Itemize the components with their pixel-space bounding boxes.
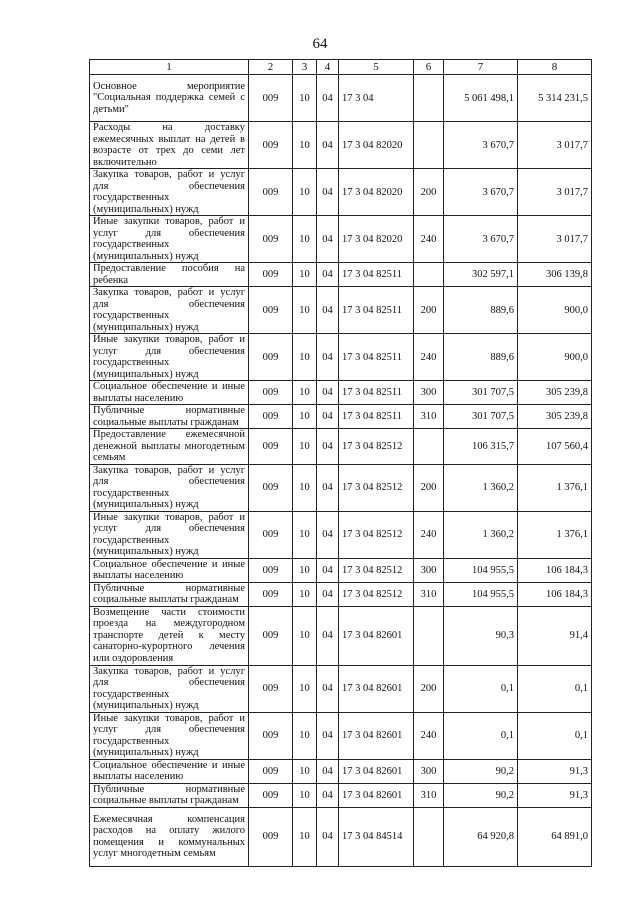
cell-col6: 300 [414,759,444,783]
row-name: Иные закупки товаров, работ и услуг для обеспечения государственных (муниципальных) нужд [90,334,249,381]
row-name: Иные закупки товаров, работ и услуг для обеспечения государственных (муниципальных) нужд [90,216,249,263]
cell-col2: 009 [249,381,293,405]
cell-col6: 240 [414,334,444,381]
cell-col3: 10 [293,287,317,334]
cell-col6 [414,75,444,122]
col-header: 6 [414,60,444,75]
cell-col6: 200 [414,169,444,216]
cell-col8: 0,1 [518,712,592,759]
col-header: 7 [444,60,518,75]
cell-col7: 0,1 [444,665,518,712]
table-row [90,582,592,606]
table-row [90,381,592,405]
table-row [90,712,592,759]
cell-col4: 04 [317,712,339,759]
cell-col6: 240 [414,216,444,263]
row-name: Расходы на доставку ежемесячных выплат на детей в возрасте от трех до семи лет включительно [90,122,249,169]
cell-col7: 90,3 [444,606,518,665]
cell-col4: 04 [317,216,339,263]
cell-col8: 1 376,1 [518,511,592,558]
cell-col7: 1 360,2 [444,464,518,511]
cell-col3: 10 [293,381,317,405]
cell-col6: 300 [414,381,444,405]
cell-col8: 107 560,4 [518,429,592,465]
cell-col4: 04 [317,464,339,511]
cell-col5: 17 3 04 82511 [339,381,414,405]
cell-col2: 009 [249,75,293,122]
cell-col7: 3 670,7 [444,216,518,263]
cell-col5: 17 3 04 [339,75,414,122]
cell-col8: 3 017,7 [518,216,592,263]
cell-col5: 17 3 04 82511 [339,334,414,381]
cell-col5: 17 3 04 82512 [339,582,414,606]
cell-col4: 04 [317,759,339,783]
cell-col6: 310 [414,783,444,807]
cell-col8: 305 239,8 [518,405,592,429]
cell-col3: 10 [293,122,317,169]
budget-table [89,59,592,867]
cell-col2: 009 [249,216,293,263]
cell-col4: 04 [317,263,339,287]
cell-col5: 17 3 04 82020 [339,169,414,216]
row-name: Закупка товаров, работ и услуг для обеспечения государственных (муниципальных) нужд [90,464,249,511]
cell-col3: 10 [293,429,317,465]
cell-col8: 305 239,8 [518,381,592,405]
table-row [90,287,592,334]
cell-col5: 17 3 04 82601 [339,759,414,783]
cell-col4: 04 [317,558,339,582]
cell-col3: 10 [293,169,317,216]
cell-col5: 17 3 04 82512 [339,558,414,582]
cell-col4: 04 [317,75,339,122]
cell-col5: 17 3 04 82511 [339,287,414,334]
cell-col4: 04 [317,429,339,465]
cell-col3: 10 [293,665,317,712]
cell-col2: 009 [249,665,293,712]
cell-col6: 300 [414,558,444,582]
cell-col7: 90,2 [444,783,518,807]
cell-col2: 009 [249,807,293,866]
cell-col8: 306 139,8 [518,263,592,287]
cell-col2: 009 [249,287,293,334]
cell-col6 [414,263,444,287]
cell-col5: 17 3 04 82601 [339,665,414,712]
cell-col7: 889,6 [444,287,518,334]
cell-col5: 17 3 04 82511 [339,405,414,429]
table-row [90,783,592,807]
cell-col4: 04 [317,169,339,216]
cell-col7: 301 707,5 [444,405,518,429]
cell-col5: 17 3 04 82601 [339,712,414,759]
row-name: Предоставление пособия на ребенка [90,263,249,287]
cell-col5: 17 3 04 82511 [339,263,414,287]
cell-col3: 10 [293,712,317,759]
cell-col4: 04 [317,807,339,866]
cell-col8: 900,0 [518,334,592,381]
row-name: Публичные нормативные социальные выплаты гражданам [90,405,249,429]
table-row [90,464,592,511]
cell-col8: 64 891,0 [518,807,592,866]
cell-col7: 889,6 [444,334,518,381]
cell-col5: 17 3 04 82020 [339,122,414,169]
cell-col7: 1 360,2 [444,511,518,558]
cell-col6: 200 [414,287,444,334]
cell-col8: 91,3 [518,759,592,783]
cell-col4: 04 [317,606,339,665]
row-name: Ежемесячная компенсация расходов на оплату жилого помещения и коммунальных услуг многодетным семьям [90,807,249,866]
page-number: 64 [312,36,328,52]
cell-col5: 17 3 04 82512 [339,429,414,465]
cell-col7: 5 061 498,1 [444,75,518,122]
cell-col8: 3 017,7 [518,169,592,216]
table-row [90,606,592,665]
cell-col3: 10 [293,558,317,582]
cell-col3: 10 [293,582,317,606]
cell-col2: 009 [249,334,293,381]
cell-col6: 200 [414,665,444,712]
row-name: Закупка товаров, работ и услуг для обеспечения государственных (муниципальных) нужд [90,169,249,216]
table-row [90,665,592,712]
cell-col4: 04 [317,511,339,558]
table-row [90,122,592,169]
cell-col4: 04 [317,582,339,606]
cell-col6: 200 [414,464,444,511]
cell-col8: 3 017,7 [518,122,592,169]
cell-col8: 106 184,3 [518,558,592,582]
cell-col5: 17 3 04 82512 [339,511,414,558]
cell-col5: 17 3 04 84514 [339,807,414,866]
cell-col2: 009 [249,464,293,511]
cell-col8: 91,3 [518,783,592,807]
row-name: Возмещение части стоимости проезда на междугородном транспорте детей к месту санаторно-курортного лечения или оздоровления [90,606,249,665]
cell-col7: 64 920,8 [444,807,518,866]
row-name: Иные закупки товаров, работ и услуг для обеспечения государственных (муниципальных) нужд [90,511,249,558]
cell-col2: 009 [249,169,293,216]
cell-col4: 04 [317,287,339,334]
cell-col4: 04 [317,381,339,405]
row-name: Социальное обеспечение и иные выплаты населению [90,381,249,405]
cell-col2: 009 [249,712,293,759]
cell-col2: 009 [249,511,293,558]
col-header: 2 [249,60,293,75]
cell-col6: 310 [414,405,444,429]
table-row [90,759,592,783]
cell-col6: 310 [414,582,444,606]
cell-col2: 009 [249,429,293,465]
cell-col2: 009 [249,783,293,807]
cell-col3: 10 [293,511,317,558]
cell-col4: 04 [317,783,339,807]
table-row [90,334,592,381]
col-header: 4 [317,60,339,75]
table-row [90,429,592,465]
cell-col3: 10 [293,263,317,287]
cell-col7: 0,1 [444,712,518,759]
row-name: Социальное обеспечение и иные выплаты населению [90,759,249,783]
table-row [90,75,592,122]
cell-col3: 10 [293,464,317,511]
header-row [90,60,592,75]
cell-col6 [414,807,444,866]
table-row [90,405,592,429]
cell-col7: 106 315,7 [444,429,518,465]
cell-col3: 10 [293,75,317,122]
table-row [90,216,592,263]
cell-col3: 10 [293,216,317,263]
cell-col5: 17 3 04 82601 [339,783,414,807]
row-name: Основное мероприятие "Социальная поддержка семей с детьми" [90,75,249,122]
cell-col8: 0,1 [518,665,592,712]
table-row [90,511,592,558]
cell-col5: 17 3 04 82020 [339,216,414,263]
cell-col7: 3 670,7 [444,122,518,169]
table-row [90,558,592,582]
cell-col2: 009 [249,263,293,287]
cell-col8: 900,0 [518,287,592,334]
cell-col3: 10 [293,783,317,807]
table-row [90,263,592,287]
cell-col7: 3 670,7 [444,169,518,216]
cell-col2: 009 [249,606,293,665]
cell-col4: 04 [317,665,339,712]
col-header: 1 [90,60,249,75]
cell-col6: 240 [414,511,444,558]
cell-col3: 10 [293,606,317,665]
cell-col4: 04 [317,122,339,169]
table-row [90,807,592,866]
cell-col2: 009 [249,405,293,429]
cell-col3: 10 [293,807,317,866]
col-header: 8 [518,60,592,75]
cell-col7: 90,2 [444,759,518,783]
row-name: Публичные нормативные социальные выплаты гражданам [90,582,249,606]
row-name: Закупка товаров, работ и услуг для обеспечения государственных (муниципальных) нужд [90,287,249,334]
cell-col7: 104 955,5 [444,558,518,582]
cell-col6 [414,122,444,169]
table-row [90,169,592,216]
cell-col3: 10 [293,405,317,429]
cell-col7: 302 597,1 [444,263,518,287]
cell-col6: 240 [414,712,444,759]
row-name: Иные закупки товаров, работ и услуг для обеспечения государственных (муниципальных) нужд [90,712,249,759]
cell-col2: 009 [249,759,293,783]
col-header: 5 [339,60,414,75]
cell-col4: 04 [317,405,339,429]
cell-col2: 009 [249,122,293,169]
cell-col8: 106 184,3 [518,582,592,606]
cell-col2: 009 [249,558,293,582]
cell-col3: 10 [293,334,317,381]
cell-col5: 17 3 04 82601 [339,606,414,665]
cell-col3: 10 [293,759,317,783]
col-header: 3 [293,60,317,75]
cell-col8: 1 376,1 [518,464,592,511]
cell-col4: 04 [317,334,339,381]
row-name: Публичные нормативные социальные выплаты гражданам [90,783,249,807]
cell-col8: 5 314 231,5 [518,75,592,122]
cell-col7: 104 955,5 [444,582,518,606]
row-name: Закупка товаров, работ и услуг для обеспечения государственных (муниципальных) нужд [90,665,249,712]
row-name: Социальное обеспечение и иные выплаты населению [90,558,249,582]
cell-col8: 91,4 [518,606,592,665]
row-name: Предоставление ежемесячной денежной выплаты многодетным семьям [90,429,249,465]
cell-col5: 17 3 04 82512 [339,464,414,511]
cell-col2: 009 [249,582,293,606]
cell-col7: 301 707,5 [444,381,518,405]
cell-col6 [414,606,444,665]
cell-col6 [414,429,444,465]
